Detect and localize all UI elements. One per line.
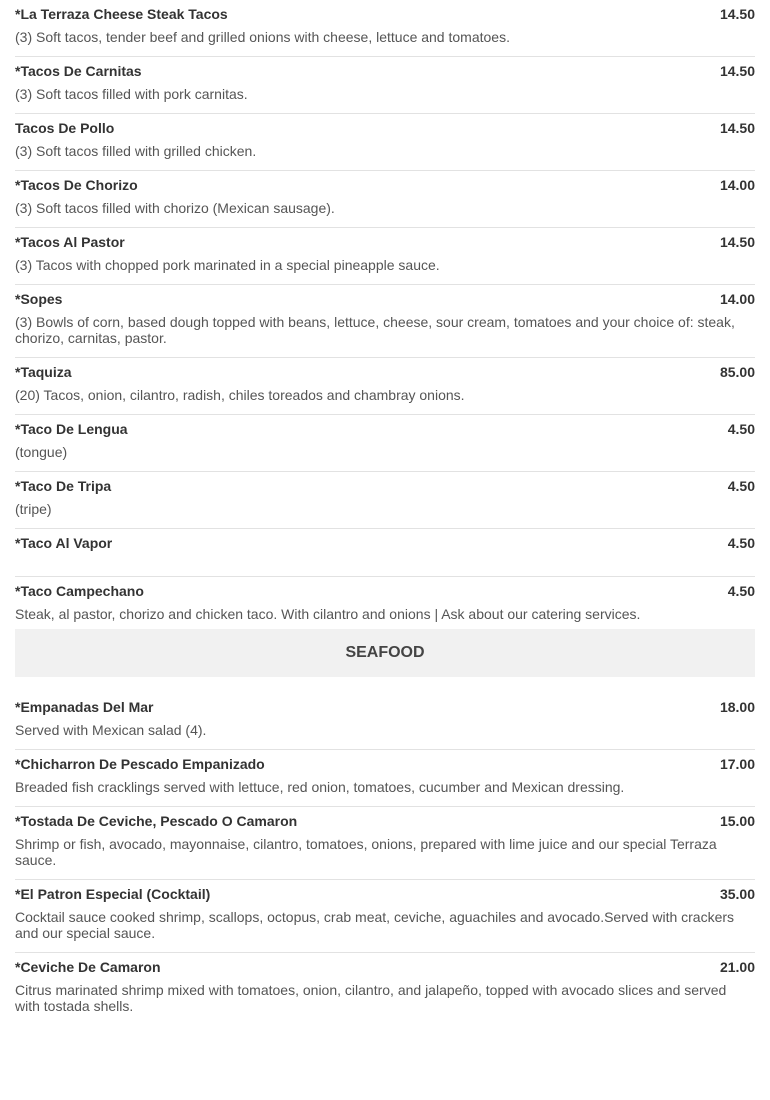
item-name: *Taco De Tripa (15, 478, 112, 494)
item-name: *Taquiza (15, 364, 72, 380)
item-name: *Ceviche De Camaron (15, 959, 161, 975)
section-header-seafood: SEAFOOD (15, 629, 755, 677)
item-description: (tripe) (15, 501, 52, 517)
item-description: (3) Tacos with chopped pork marinated in a special pineapple sauce. (15, 257, 440, 273)
menu-item (15, 880, 755, 953)
item-description: Citrus marinated shrimp mixed with tomatoes, onion, cilantro, and jalapeño, topped with avocado slices and served with tostada shells. (15, 982, 727, 1014)
menu-item (15, 529, 755, 577)
item-price: 14.50 (719, 120, 755, 136)
item-name: *Empanadas Del Mar (15, 699, 154, 715)
menu-item (15, 807, 755, 880)
item-name: *Sopes (15, 291, 63, 307)
item-description: (3) Soft tacos filled with pork carnitas. (15, 86, 248, 102)
item-description: Steak, al pastor, chorizo and chicken taco. With cilantro and onions | Ask about our catering services. (15, 606, 641, 622)
item-price: 15.00 (719, 813, 755, 829)
item-name: *Tacos De Carnitas (15, 63, 142, 79)
menu-item (15, 114, 755, 171)
item-name: *Taco Campechano (15, 583, 144, 599)
item-price: 14.00 (719, 291, 755, 307)
menu-item (15, 358, 755, 415)
item-price: 4.50 (727, 478, 755, 494)
menu-item (15, 0, 755, 57)
item-name: *La Terraza Cheese Steak Tacos (15, 6, 228, 22)
item-description: (20) Tacos, onion, cilantro, radish, chiles toreados and chambray onions. (15, 387, 465, 403)
item-name: *Tostada De Ceviche, Pescado O Camaron (15, 813, 298, 829)
menu-item (15, 415, 755, 472)
item-price: 85.00 (719, 364, 755, 380)
item-price: 35.00 (719, 886, 755, 902)
menu-list (15, 0, 755, 1025)
item-description: (3) Bowls of corn, based dough topped with beans, lettuce, cheese, sour cream, tomatoes and your choice of: steak, chorizo, carnitas, pastor. (15, 314, 735, 346)
item-price: 4.50 (727, 421, 755, 437)
menu-item (15, 953, 755, 1025)
item-description: (3) Soft tacos filled with chorizo (Mexican sausage). (15, 200, 335, 216)
item-description: (tongue) (15, 444, 68, 460)
menu-item (15, 693, 755, 750)
menu-item (15, 285, 755, 358)
item-price: 18.00 (719, 699, 755, 715)
menu-item (15, 57, 755, 114)
item-price: 14.50 (719, 234, 755, 250)
item-price: 17.00 (719, 756, 755, 772)
item-description: Served with Mexican salad (4). (15, 722, 207, 738)
menu-item (15, 472, 755, 529)
menu-item (15, 577, 755, 622)
item-price: 21.00 (719, 959, 755, 975)
item-name: *Taco Al Vapor (15, 535, 113, 551)
item-name: *El Patron Especial (Cocktail) (15, 886, 211, 902)
item-name: *Taco De Lengua (15, 421, 128, 437)
item-price: 14.50 (719, 6, 755, 22)
menu-item (15, 171, 755, 228)
item-description: Cocktail sauce cooked shrimp, scallops, octopus, crab meat, ceviche, aguachiles and avocado.Served with crackers and our special sauce. (15, 909, 735, 941)
item-description: Breaded fish cracklings served with lettuce, red onion, tomatoes, cucumber and Mexican dressing. (15, 779, 625, 795)
item-name: *Tacos De Chorizo (15, 177, 138, 193)
menu-item (15, 228, 755, 285)
item-price: 4.50 (727, 583, 755, 599)
item-name: *Tacos Al Pastor (15, 234, 125, 250)
item-price: 14.00 (719, 177, 755, 193)
menu-item (15, 750, 755, 807)
item-description: (3) Soft tacos filled with grilled chicken. (15, 143, 257, 159)
item-description: (3) Soft tacos, tender beef and grilled onions with cheese, lettuce and tomatoes. (15, 29, 510, 45)
item-price: 14.50 (719, 63, 755, 79)
item-description: Shrimp or fish, avocado, mayonnaise, cilantro, tomatoes, onions, prepared with lime juice and our special Terraza sauce. (15, 836, 717, 868)
item-name: *Chicharron De Pescado Empanizado (15, 756, 265, 772)
item-price: 4.50 (727, 535, 755, 551)
item-name: Tacos De Pollo (15, 120, 115, 136)
